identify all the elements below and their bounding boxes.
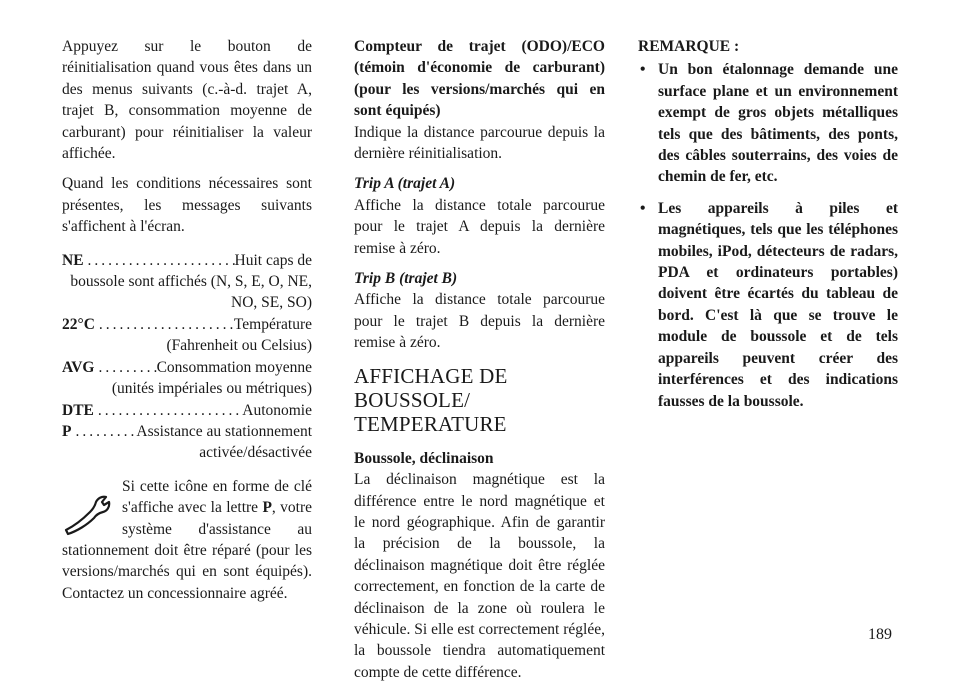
column-left [62,36,312,604]
message-desc: Huit caps de [234,251,312,269]
declination-heading: Boussole, déclinaison [354,449,494,467]
note-item-text: Les appareils à piles et magnétiques, tels que les téléphones mobiles, iPod, détecteurs de radars, PDA et ordinateurs portables) doivent être écartés du tableau de bord. C'est là que se trouve le module de boussole et de tels appareils peuvent créer des interférences et des indications fausses de la boussole. [658,199,898,410]
note-item [638,198,898,412]
leader-dots [94,400,242,421]
compass-section-title: AFFICHAGE DE BOUSSOLE/ TEMPERATURE [354,363,508,436]
declination-text: La déclinaison magnétique est la différence entre le nord magnétique et le nord géographique. Afin de garantir la précision de la boussole, la déclinaison magnétique doit être réglée correctement, en fonction de la carte de déclinaison de la zone où roulera le véhicule. Si elle est correctement réglée, la boussole tiendra automatiquement compte de cette différence. [354,471,605,681]
message-key: P [62,422,72,440]
message-key: DTE [62,401,94,419]
trip-a-text: Affiche la distance totale parcourue pour le trajet A depuis la dernière remise à zéro. [354,196,605,257]
reset-paragraph: Appuyez sur le bouton de réinitialisation quand vous êtes dans un des menus suivants (c.-à-d. trajet A, trajet B, consommation moyenne de carburant) pour réinitialiser la valeur affichée. [62,38,312,163]
wrench-warning-block [62,476,312,604]
leader-dots [71,421,136,442]
wrench-text-letter: P [262,499,272,517]
trip-b-text: Affiche la distance totale parcourue pour le trajet B depuis la dernière remise à zéro. [354,291,605,352]
message-key: 22°C [62,315,95,333]
trip-b-heading: Trip B (trajet B) [354,270,458,288]
note-item [638,59,898,187]
wrench-text-pre: Si cette icône en forme de clé s'affiche avec la lettre [122,477,312,517]
message-item-p [62,421,312,464]
message-key: NE [62,251,84,269]
display-messages-list [62,250,312,464]
message-desc-cont: (Fahrenheit ou Celsius) [166,337,312,355]
message-desc: Consommation moyenne [156,358,312,376]
leader-dots [84,250,235,271]
column-middle [354,36,605,692]
leader-dots [95,314,234,335]
leader-dots [94,357,156,378]
trip-a-heading: Trip A (trajet A) [354,175,456,193]
wrench-text-post: , votre système d'assistance au stationnement doit être réparé (pour les versions/marchés qui en sont équipés). Contactez un concessionnaire agréé. [62,499,312,602]
message-item-ne [62,250,312,314]
wrench-icon [60,490,116,538]
message-desc: Autonomie [242,401,312,419]
note-list [638,59,898,412]
message-desc-cont: activée/désactivée [199,444,312,462]
note-item-text: Un bon étalonnage demande une surface plane et un environnement exempt de gros objets métalliques tels que des bâtiments, des ponts, des câbles souterrains, des voies de chemin de fer, etc. [658,61,898,186]
bullet-icon: • [640,199,646,217]
note-title: REMARQUE : [638,38,740,55]
messages-intro-paragraph: Quand les conditions nécessaires sont présentes, les messages suivants s'affichent à l'écran. [62,175,312,236]
odo-text: Indique la distance parcourue depuis la dernière réinitialisation. [354,123,605,163]
odo-heading: Compteur de trajet (ODO)/ECO (témoin d'économie de carburant) (pour les versions/marchés qui en sont équipés) [354,38,605,120]
message-desc-cont: boussole sont affichés (N, S, E, O, NE, NO, SE, SO) [70,273,312,312]
bullet-icon: • [640,61,646,79]
message-item-temp [62,314,312,357]
page-number: 189 [868,626,892,643]
message-desc: Assistance au stationnement [136,422,312,440]
message-desc-cont: (unités impériales ou métriques) [111,380,312,398]
message-item-dte [62,400,312,421]
message-item-avg [62,357,312,400]
column-right [638,36,898,422]
message-desc: Température [233,315,312,333]
message-key: AVG [62,358,95,376]
